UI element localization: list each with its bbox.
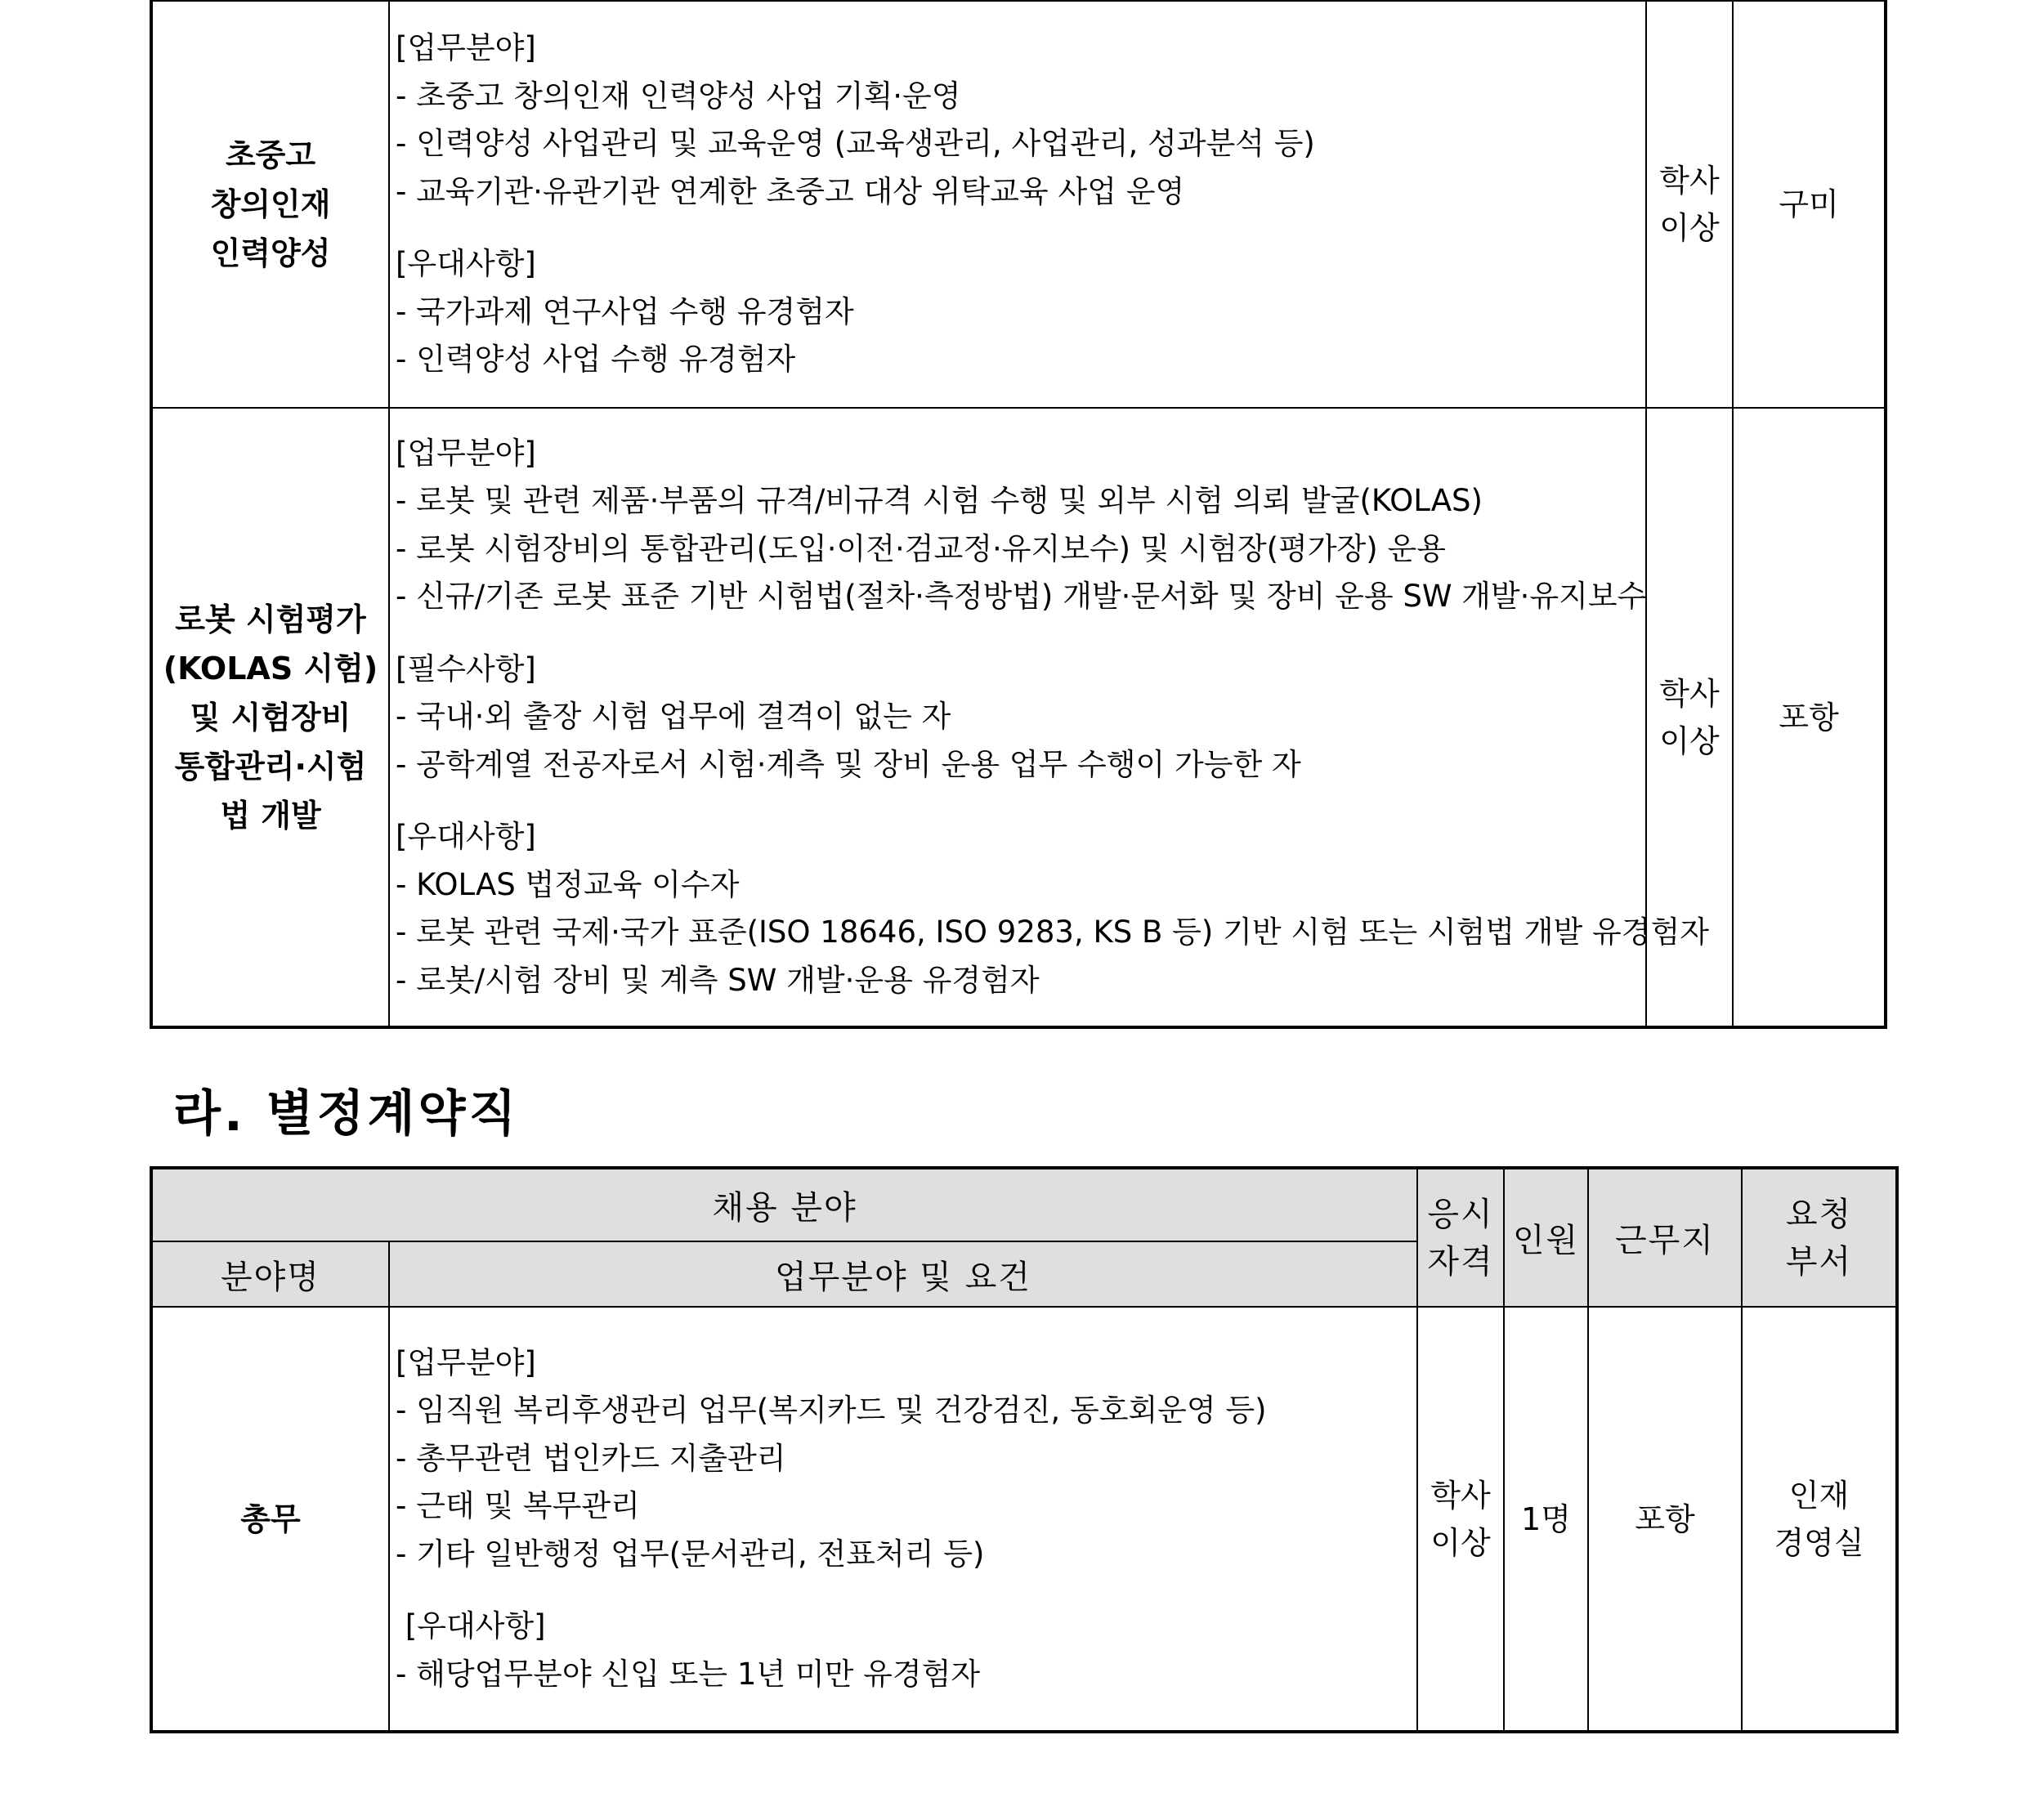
- duty-item: - 해당업무분야 신입 또는 1년 미만 유경험자: [396, 1656, 981, 1692]
- duty-item: - 로봇 시험장비의 통합관리(도입·이전·검교정·유지보수) 및 시험장(평가장) 운용: [396, 530, 1446, 566]
- section-heading: [필수사항]: [396, 651, 536, 686]
- job-table-continued: [150, 0, 1887, 1029]
- headcount-cell: 1명: [1504, 1307, 1588, 1732]
- duty-item: - KOLAS 법정교육 이수자: [396, 866, 740, 902]
- header-row: [151, 1168, 1897, 1241]
- section-title: 라. 별정계약직: [173, 1085, 520, 1143]
- header-department: [1742, 1168, 1897, 1307]
- qualification-cell: [1417, 1307, 1504, 1732]
- field-name-cell: [151, 1, 389, 408]
- duty-item: - 로봇/시험 장비 및 계측 SW 개발·운용 유경험자: [396, 962, 1040, 998]
- duty-item: - 로봇 및 관련 제품·부품의 규격/비규격 시험 수행 및 외부 시험 의뢰 발굴(KOLAS): [396, 483, 1483, 519]
- qualification-line: 이상: [1659, 210, 1720, 246]
- header-line: 자격: [1427, 1242, 1494, 1281]
- header-field-name: 분야명: [151, 1241, 389, 1307]
- header-qualification: [1417, 1168, 1504, 1307]
- location-cell: 구미: [1733, 1, 1886, 408]
- field-name-line: 및 시험장비: [190, 699, 351, 736]
- location-cell: 포항: [1733, 408, 1886, 1027]
- section-heading: [우대사항]: [396, 819, 536, 855]
- department-cell: [1742, 1307, 1897, 1732]
- header-line: 부서: [1785, 1242, 1853, 1281]
- qualification-line: 학사: [1659, 163, 1720, 199]
- field-name-line: 법 개발: [220, 797, 321, 834]
- duty-item: - 초중고 창의인재 인력양성 사업 기획·운영: [396, 78, 961, 114]
- duty-item: - 기타 일반행정 업무(문서관리, 전표처리 등): [396, 1536, 985, 1572]
- section-heading: [우대사항]: [396, 1608, 546, 1644]
- duty-item: - 인력양성 사업관리 및 교육운영 (교육생관리, 사업관리, 성과분석 등): [396, 126, 1315, 162]
- qualification-line: 학사: [1430, 1477, 1491, 1514]
- field-name-line: 통합관리·시험: [174, 748, 367, 785]
- field-name-line: 초중고: [225, 137, 316, 173]
- department-line: 인재: [1788, 1477, 1850, 1514]
- duty-item: - 인력양성 사업 수행 유경험자: [396, 342, 796, 378]
- duty-item: - 국내·외 출장 시험 업무에 결격이 없는 자: [396, 699, 951, 735]
- special-contract-table: [150, 1166, 1899, 1733]
- table-row: [151, 1307, 1897, 1732]
- header-location: 근무지: [1588, 1168, 1742, 1307]
- duty-item: - 교육기관·유관기관 연계한 초중고 대상 위탁교육 사업 운영: [396, 173, 1185, 209]
- section-heading: [업무분야]: [396, 1344, 536, 1380]
- field-name-line: 창의인재: [210, 186, 331, 222]
- field-name-line: 로봇 시험평가: [175, 601, 366, 637]
- table-row: [151, 408, 1886, 1027]
- duty-item: - 신규/기존 로봇 표준 기반 시험법(절차·측정방법) 개발·문서화 및 장비 운용 SW 개발·유지보수: [396, 579, 1647, 615]
- header-duties: 업무분야 및 요건: [389, 1241, 1417, 1307]
- qualification-cell: [1646, 1, 1733, 408]
- section-heading: [업무분야]: [396, 435, 536, 471]
- duty-item: - 총무관련 법인카드 지출관리: [396, 1440, 786, 1476]
- field-name-line: 인력양성: [210, 235, 331, 271]
- duty-item: - 임직원 복리후생관리 업무(복지카드 및 건강검진, 동호회운영 등): [396, 1393, 1267, 1429]
- duty-item: - 로봇 관련 국제·국가 표준(ISO 18646, ISO 9283, KS B 등) 기반 시험 또는 시험법 개발 유경험자: [396, 914, 1710, 950]
- duties-cell: [389, 1307, 1417, 1732]
- duty-item: - 공학계열 전공자로서 시험·계측 및 장비 운용 업무 수행이 가능한 자: [396, 746, 1301, 782]
- field-name-cell: [151, 408, 389, 1027]
- qualification-line: 이상: [1430, 1524, 1491, 1561]
- field-name-cell: 총무: [151, 1307, 389, 1732]
- section-heading: [업무분야]: [396, 30, 536, 66]
- header-line: 요청: [1785, 1195, 1853, 1233]
- qualification-line: 이상: [1659, 722, 1720, 759]
- field-name-line: (KOLAS 시험): [163, 650, 378, 686]
- header-headcount: 인원: [1504, 1168, 1588, 1307]
- location-cell: 포항: [1588, 1307, 1742, 1732]
- qualification-line: 학사: [1659, 675, 1720, 712]
- duty-item: - 근태 및 복무관리: [396, 1488, 640, 1524]
- table-row: [151, 1, 1886, 408]
- department-line: 경영실: [1774, 1524, 1864, 1561]
- section-heading: [우대사항]: [396, 246, 536, 282]
- header-field: 채용 분야: [151, 1168, 1417, 1241]
- duties-cell: [389, 1, 1646, 408]
- duty-item: - 국가과제 연구사업 수행 유경험자: [396, 293, 854, 329]
- header-line: 응시: [1427, 1195, 1494, 1233]
